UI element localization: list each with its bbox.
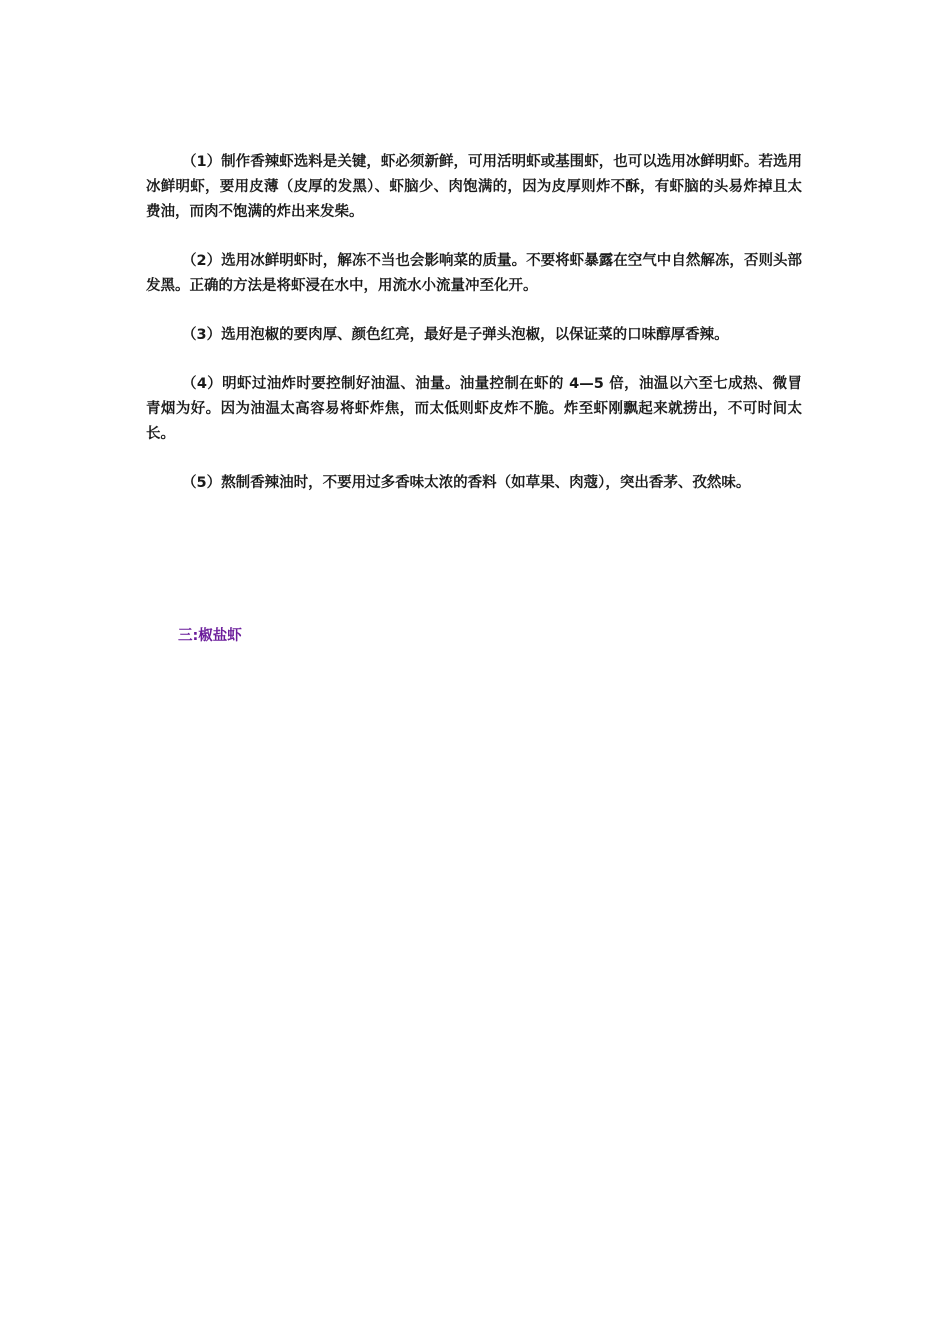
paragraph-tip-3: （3）选用泡椒的要肉厚、颜色红亮，最好是子弹头泡椒，以保证菜的口味醇厚香辣。 [182,327,729,343]
paragraph-tip-4: （4）明虾过油炸时要控制好油温、油量。油量控制在虾的 4—5 倍，油温以六至七成热、微冒青烟为好。因为油温太高容易将虾炸焦，而太低则虾皮炸不脆。炸至虾刚飘起来就捞出，不可时间太长。 [146,376,802,442]
paragraph-tip-5: （5）熬制香辣油时，不要用过多香味太浓的香料（如草果、肉蔻），突出香茅、孜然味。 [182,475,751,491]
section-heading: 三:椒盐虾 [178,628,242,644]
paragraph-tip-2: （2）选用冰鲜明虾时，解冻不当也会影响菜的质量。不要将虾暴露在空气中自然解冻，否则头部发黑。正确的方法是将虾浸在水中，用流水小流量冲至化开。 [146,253,802,294]
paragraph-tip-1: （1）制作香辣虾选料是关键，虾必须新鲜，可用活明虾或基围虾，也可以选用冰鲜明虾。若选用冰鲜明虾，要用皮薄（皮厚的发黑）、虾脑少、肉饱满的，因为皮厚则炸不酥，有虾脑的头易炸掉且太费油，而肉不饱满的炸出来发柴。 [146,154,802,220]
document-body [146,150,802,520]
